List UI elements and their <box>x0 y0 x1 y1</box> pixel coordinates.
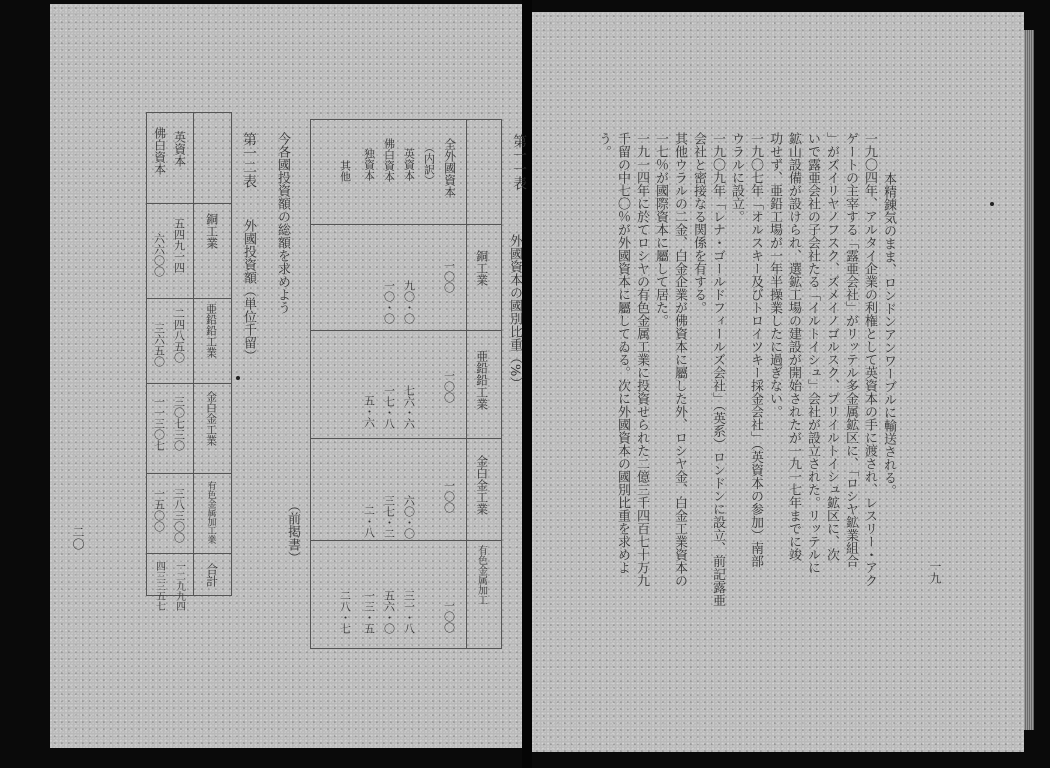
table12-rule <box>147 473 231 474</box>
left-page <box>50 4 527 748</box>
table11-row-label: 佛白資本 <box>382 138 396 182</box>
table12-caption: 外國投資額（単位千留） <box>241 219 256 362</box>
table12-rule <box>147 298 231 299</box>
page-number-right: 一九 <box>928 560 942 584</box>
text-line: 一九〇九年「レナ・ゴールドフィールズ会社」（英系）ロンドンに設立、前記露亜 <box>710 132 725 607</box>
table12-cell: 六六〇〇 <box>152 233 166 277</box>
table11-row-label: （内訳） <box>422 142 436 186</box>
table12-rule <box>147 203 231 204</box>
table11-cell: 一〇〇 <box>442 370 456 403</box>
table12-cell: 四三三五七 <box>153 561 165 611</box>
table11-rule <box>311 224 501 225</box>
table12-cell: 一二九九四 <box>173 561 185 611</box>
text-line: 会社と密接なる関係を有する。 <box>691 132 706 314</box>
table12-col-header: 亜鉛鉛工業 <box>204 303 218 358</box>
right-page <box>532 12 1024 752</box>
table12-rule <box>193 113 194 595</box>
table11-cell: 一〇〇 <box>442 600 456 633</box>
table11-cell: 三七・二 <box>382 495 396 539</box>
table12-title: 第一二表 <box>241 132 257 188</box>
text-line: ゲートの主宰する「露亜会社」がリッテル多金属鉱区に、「ロシヤ鉱業組合 <box>843 132 858 568</box>
table12-col-header: 有色金属加工業 <box>205 481 216 544</box>
book-spine <box>522 0 532 768</box>
table12-cell: 三〇七三〇 <box>172 396 186 451</box>
text-line: 鉱山設備が設けられ、選鉱工場の建設が開始されたが一九一七年までに竣 <box>786 132 801 561</box>
table11-cell: 一〇〇 <box>442 260 456 293</box>
text-line: 千留の中七〇％が外國資本に屬してゐる。次に外國資本の國別比重を求めよ <box>615 132 630 574</box>
table11-row-label: 独資本 <box>362 148 376 181</box>
table12-row-label: 英資本 <box>172 131 187 167</box>
table11-cell: 二・八 <box>362 505 376 538</box>
table11-row-label: 全外國資本 <box>442 138 457 198</box>
text-line: 本精錬気のまま、ロンドンアンワーブルに輸送される。 <box>881 172 896 497</box>
table11-cell: 五・六 <box>362 395 376 428</box>
table11-row-label: 其他 <box>338 160 352 182</box>
text-line: 一九〇七年「オルスキー及びトロイツキー採金会社」（英資本の参加）南部 <box>748 132 763 568</box>
table12-row-label: 佛白資本 <box>152 127 167 175</box>
table11-cell: 三一・八 <box>402 590 416 634</box>
table11-col-header: 銅工業 <box>474 250 489 286</box>
text-line: 功せず、亜鉛工場が一年半操業したに過ぎない。 <box>767 132 782 418</box>
table12-col-header: 金白金工業 <box>204 391 218 446</box>
table11-rule <box>466 120 467 648</box>
text-line: いで露亜会社の子会社たる「イルトイシュ」会社が設立された。リッテルに <box>805 132 820 574</box>
table11-col-header: 有色金属加工 <box>475 545 487 605</box>
table11-rule <box>311 438 501 439</box>
table12-col-header: 銅工業 <box>204 213 219 249</box>
table11-title: 第一一表 <box>511 134 527 190</box>
body-text: 今各國投資額の総額を求めよう <box>275 132 290 314</box>
ink-speck <box>236 376 240 380</box>
table12-cell: 二四八五〇 <box>172 308 186 363</box>
ink-speck <box>990 202 994 206</box>
table12-rule <box>147 383 231 384</box>
table11-rule <box>311 540 501 541</box>
table11-cell: 五六・〇 <box>382 590 396 634</box>
table12 <box>146 112 232 611</box>
table11-source: （前掲書） <box>285 499 300 564</box>
table12-cell: 三八三〇〇 <box>172 488 186 543</box>
text-line: う。 <box>596 132 611 158</box>
table11-cell: 一三・五 <box>362 590 376 634</box>
page-number-left: 二〇 <box>71 526 85 550</box>
text-line: 」がズイリヤノフスク、ズメイノゴルスク、プリイルトイシュ鉱区に、次 <box>824 132 839 561</box>
table11-row-label: 英資本 <box>402 148 416 181</box>
table11-rule <box>311 330 501 331</box>
table11-cell: 一〇〇 <box>442 480 456 513</box>
table12-cell: 一五〇〇 <box>152 488 166 532</box>
text-line: 一七％が國際資本に屬して居た。 <box>653 132 668 327</box>
table12-cell: 五四九一四 <box>172 218 186 273</box>
table12-rule <box>147 553 231 554</box>
table11 <box>310 119 502 649</box>
table11-cell: 二八・七 <box>338 590 352 634</box>
table11-caption: 外國資本の國別比重（%） <box>507 234 522 390</box>
text-line: ウラルに設立。 <box>729 132 744 223</box>
table11-cell: 一七・八 <box>382 385 396 429</box>
text-line: 其他ウラルの二金、白金企業が佛資本に屬した外、ロシヤ金、白金工業資本の <box>672 132 687 587</box>
table12-cell: 三六五〇 <box>152 323 166 367</box>
table11-cell: 七六・六 <box>402 385 416 429</box>
table11-cell: 一〇・〇 <box>382 280 396 324</box>
page-edges <box>1024 30 1034 730</box>
text-line: 一九〇四年、アルタイ企業の利権として英資本の手に渡され、レスリー・アク <box>862 132 877 587</box>
text-line: 一九一四年に於てロシヤの有色金属工業に投資せられた二億三千四百七十万九 <box>634 132 649 587</box>
table11-col-header: 亜鉛鉛工業 <box>474 350 489 410</box>
table11-cell: 九〇・〇 <box>402 280 416 324</box>
table11-col-header: 金白金工業 <box>474 455 489 515</box>
table12-col-header: 合計 <box>204 563 219 587</box>
table11-cell: 六〇・〇 <box>402 495 416 539</box>
table12-cell: 一一三〇七 <box>152 396 166 451</box>
